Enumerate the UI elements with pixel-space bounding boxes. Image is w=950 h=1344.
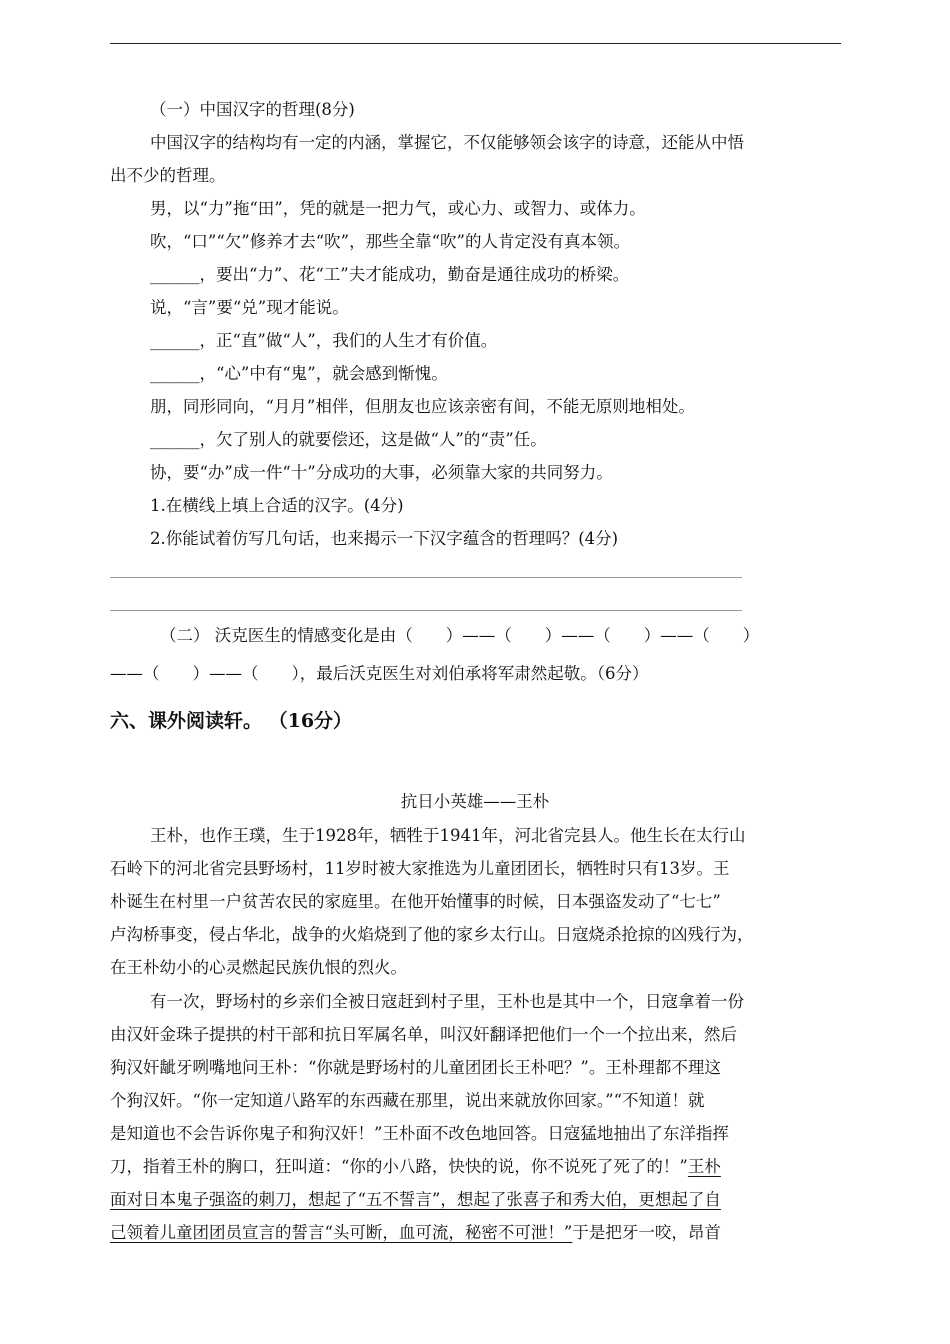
story-p2-line: 是知道也不会告诉你鬼子和狗汉奸！”王朴面不改色地回答。日寇猛地抽出了东洋指挥 (110, 1124, 729, 1143)
story-p2-line (110, 1221, 721, 1245)
line-peng: 朋，同形同向，“月月”相伴，但朋友也应该亲密有间，不能无原则地相处。 (150, 397, 695, 416)
intro-line-2: 出不少的哲理。 (110, 166, 226, 185)
line-nan: 男，以“力”拖“田”，凭的就是一把力气，或心力、或智力、或体力。 (150, 199, 646, 218)
underlined-text: 王朴 (687, 1157, 721, 1176)
story-text: 于是把牙一咬，昂首 (572, 1223, 721, 1242)
question-2: 2.你能试着仿写几句话，也来揭示一下汉字蕴含的哲理吗？(4分) (150, 529, 619, 548)
story-p1-line: 朴诞生在村里一户贫苦农民的家庭里。在他开始懂事的时候，日本强盗发动了“七七” (110, 892, 721, 911)
section-b-line-2: ——（ ）——（ ），最后沃克医生对刘伯承将军肃然起敬。（6分） (110, 664, 649, 683)
line-blank-1: ______，要出“力”、花“工”夫才能成功，勤奋是通往成功的桥梁。 (150, 265, 630, 284)
story-p1-line: 在王朴幼小的心灵燃起民族仇恨的烈火。 (110, 958, 407, 977)
story-p2-line: 个狗汉奸。“你一定知道八路军的东西藏在那里，说出来就放你回家。”“不知道！就 (110, 1091, 705, 1110)
line-blank-4: ______，欠了别人的就要偿还，这是做“人”的“责”任。 (150, 430, 547, 449)
answer-line (110, 577, 742, 578)
underlined-text: 己领着儿童团团员宣言的誓言“头可断，血可流，秘密不可泄！” (110, 1223, 573, 1242)
answer-line (110, 610, 742, 611)
line-blank-2: ______，正“直”做“人”，我们的人生才有价值。 (150, 331, 498, 350)
story-p2-line: 狗汉奸龇牙咧嘴地问王朴：“你就是野场村的儿童团团长王朴吧？”。王朴理都不理这 (110, 1058, 721, 1077)
story-text: 刀，指着王朴的胸口，狂叫道：“你的小八路，快快的说，你不说死了死了的！” (110, 1157, 688, 1176)
line-xie: 协，要“办”成一件“十”分成功的大事，必须靠大家的共同努力。 (150, 463, 613, 482)
line-chui: 吹，“口”“欠”修养才去“吹”，那些全靠“吹”的人肯定没有真本领。 (150, 232, 630, 251)
underlined-text: 面对日本鬼子强盗的刺刀，想起了“五不誓言”，想起了张喜子和秀大伯，更想起了自 (110, 1190, 721, 1209)
story-p2-line: 由汉奸金珠子提拱的村干部和抗日军属名单，叫汉奸翻译把他们一个一个拉出来，然后 (110, 1025, 737, 1044)
story-p2-line: 有一次，野场村的乡亲们全被日寇赶到村子里，王朴也是其中一个，日寇拿着一份 (150, 992, 744, 1011)
section-six-heading: 六、课外阅读轩。 （16分） (110, 710, 353, 732)
line-shuo: 说，“言”要“兑”现才能说。 (150, 298, 349, 317)
line-blank-3: ______，“心”中有“鬼”，就会感到惭愧。 (150, 364, 448, 383)
section-b-line-1: （二） 沃克医生的情感变化是由（ ）——（ ）——（ ）——（ ） (160, 626, 760, 645)
story-p2-line (110, 1155, 721, 1179)
section-a-title: （一）中国汉字的哲理(8分) (150, 100, 355, 119)
story-p1-line: 卢沟桥事变，侵占华北，战争的火焰烧到了他的家乡太行山。日寇烧杀抢掠的凶残行为， (110, 925, 754, 944)
header-rule (110, 43, 841, 44)
story-title: 抗日小英雄——王朴 (400, 792, 550, 811)
intro-line-1: 中国汉字的结构均有一定的内涵，掌握它，不仅能够领会该字的诗意，还能从中悟 (150, 133, 744, 152)
story-p1-line: 王朴，也作王璞，生于1928年，牺牲于1941年，河北省完县人。他生长在太行山 (150, 826, 746, 845)
story-p1-line: 石岭下的河北省完县野场村，11岁时被大家推选为儿童团团长，牺牲时只有13岁。王 (110, 859, 730, 878)
question-1: 1.在横线上填上合适的汉字。(4分) (150, 496, 404, 515)
